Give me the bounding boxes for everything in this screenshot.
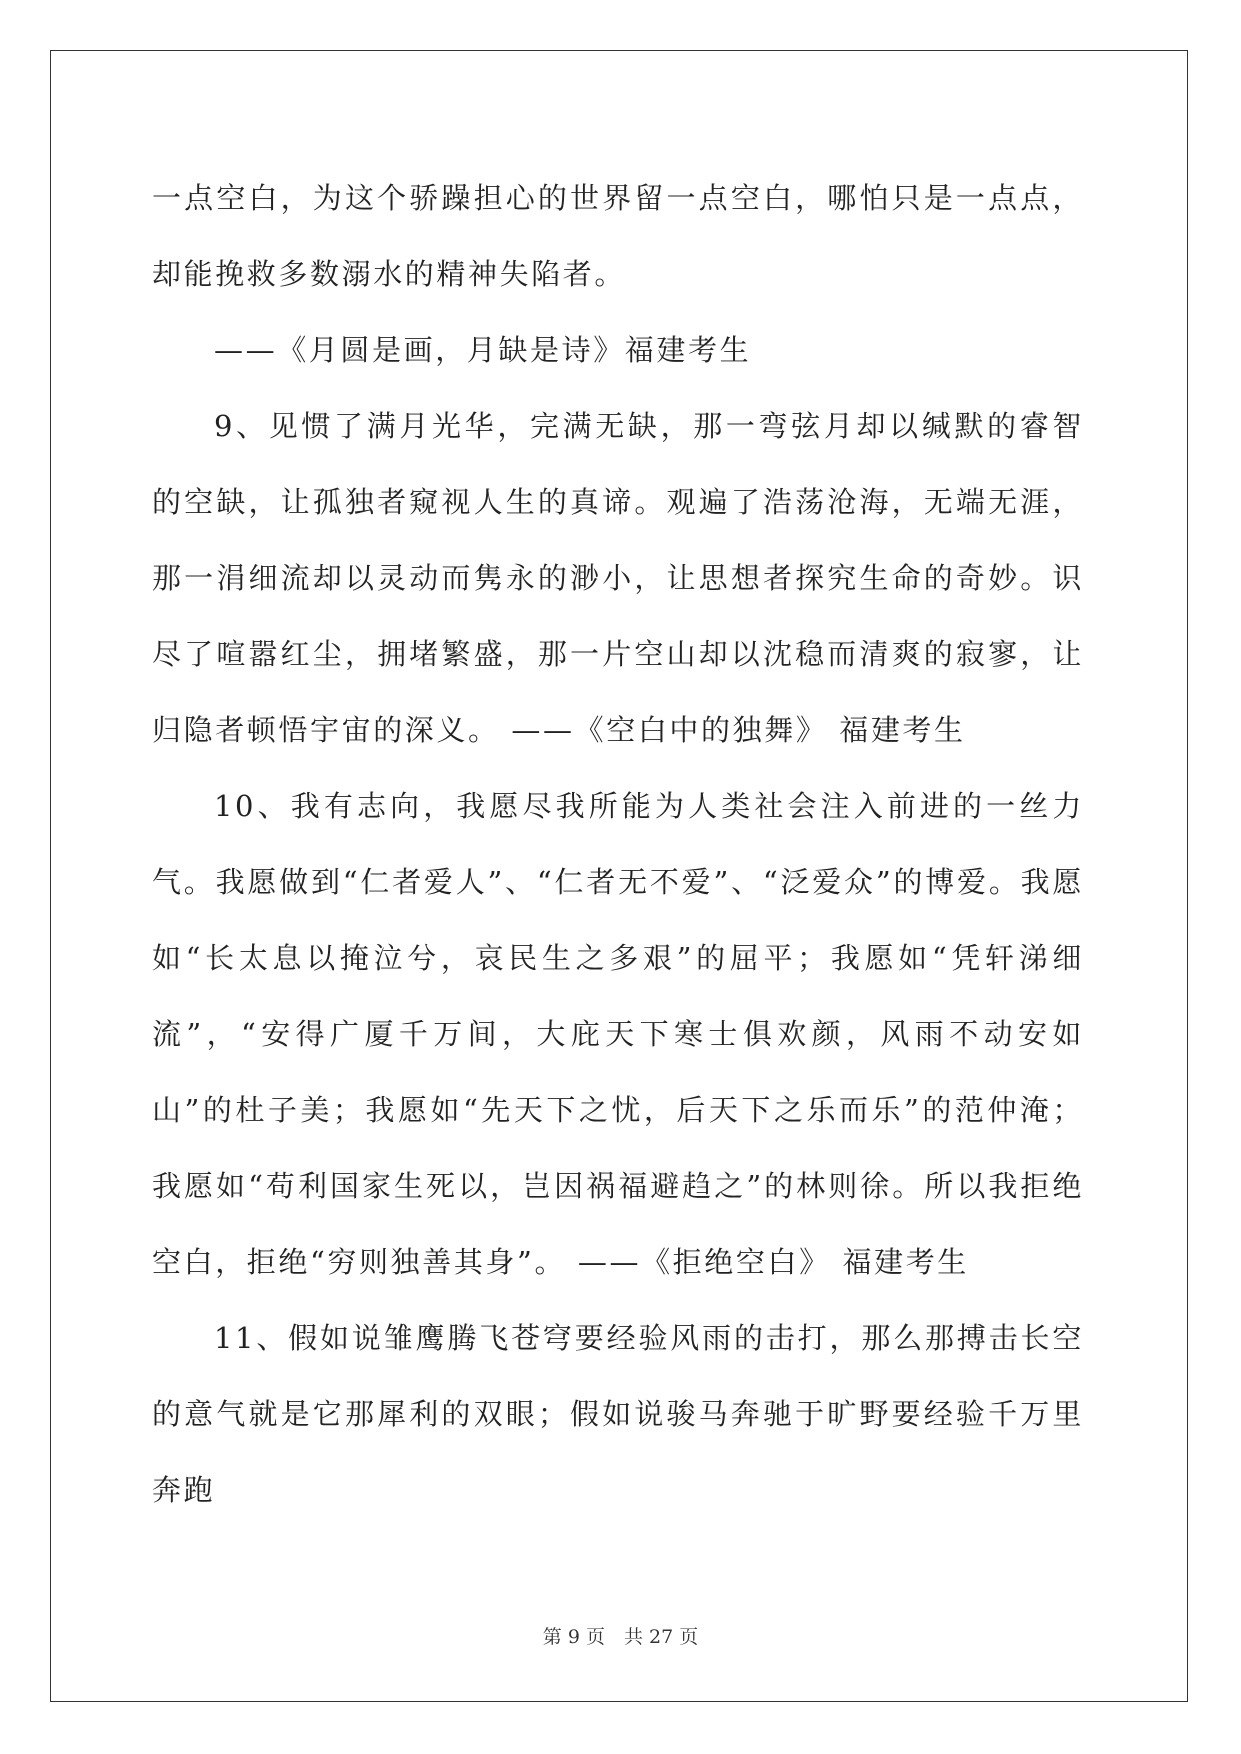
paragraph-1: 一点空白，为这个骄躁担心的世界留一点空白，哪怕只是一点点，却能挽救多数溺水的精神失陷者。 xyxy=(152,181,1084,291)
paragraph-2-citation: ——《月圆是画，月缺是诗》福建考生 xyxy=(214,333,752,367)
paragraph-4-item-10: 10、我有志向，我愿尽我所能为人类社会注入前进的一丝力气。我愿做到“仁者爱人”、“仁者无不爱”、“泛爱众”的博爱。我愿如“长太息以掩泣兮，哀民生之多艰”的屈平；我愿如“凭轩涕细流”，“安得广厦千万间，大庇天下寒士俱欢颜，风雨不动安如山”的杜子美；我愿如“先天下之忧，后天下之乐而乐”的范仲淹；我愿如“苟利国家生死以，岂因祸福避趋之”的林则徐。所以我拒绝空白，拒绝“穷则独善其身”。 ——《拒绝空白》 福建考生 xyxy=(152,789,1084,1279)
paragraph-5-item-11: 11、假如说雏鹰腾飞苍穹要经验风雨的击打，那么那搏击长空的意气就是它那犀利的双眼；假如说骏马奔驰于旷野要经验千万里奔跑 xyxy=(152,1321,1084,1507)
document-body xyxy=(152,160,1084,1528)
paragraph-3-item-9: 9、见惯了满月光华，完满无缺，那一弯弦月却以缄默的睿智的空缺，让孤独者窥视人生的真谛。观遍了浩荡沧海，无端无涯，那一涓细流却以灵动而隽永的渺小，让思想者探究生命的奇妙。识尽了喧嚣红尘，拥堵繁盛，那一片空山却以沈稳而清爽的寂寥，让归隐者顿悟宇宙的深义。 ——《空白中的独舞》 福建考生 xyxy=(152,409,1084,747)
page-number-footer: 第 9 页 共 27 页 xyxy=(542,1626,699,1648)
